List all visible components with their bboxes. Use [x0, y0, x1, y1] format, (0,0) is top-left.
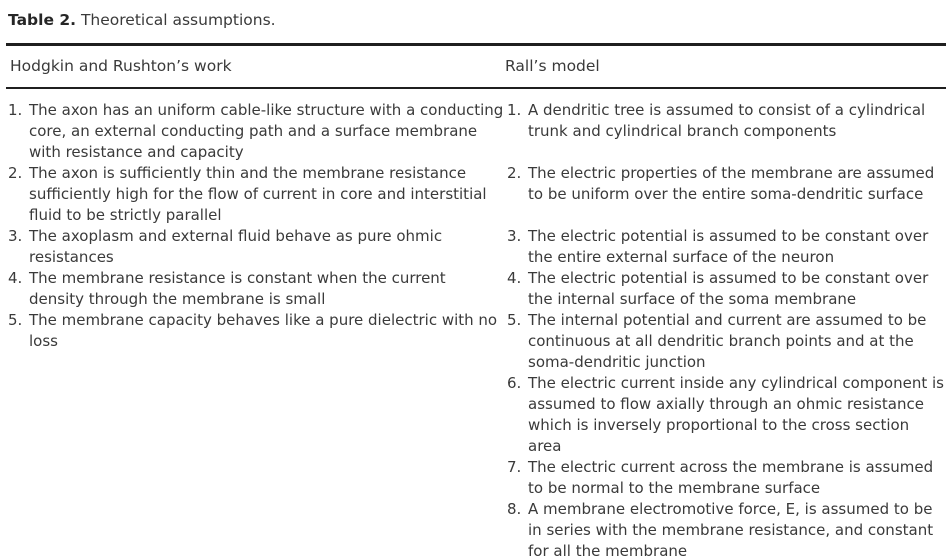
item-text: The internal potential and current are assumed to be continuous at all dendritic branch points and at the soma-dendritic junction — [528, 311, 927, 371]
item-text: The axon is sufficiently thin and the membrane resistance sufficiently high for the flow of current in core and interstitial fluid to be strictly parallel — [29, 164, 487, 224]
assumption-item — [505, 499, 946, 559]
item-number: 3. — [8, 227, 23, 245]
item-number: 3. — [507, 227, 522, 245]
column-header-rall: Rall’s model — [505, 57, 600, 75]
assumption-item — [505, 268, 946, 310]
item-number: 1. — [507, 101, 522, 119]
table-caption-label: Table 2. — [8, 11, 77, 29]
item-text: The electric potential is assumed to be constant over the entire external surface of the neuron — [528, 227, 929, 266]
table-caption-text: Theoretical assumptions. — [80, 11, 276, 29]
table-caption — [6, 0, 946, 43]
assumption-item — [505, 226, 946, 268]
column-header-row — [6, 46, 946, 87]
item-text: The axoplasm and external fluid behave as pure ohmic resistances — [29, 227, 443, 266]
item-number: 8. — [507, 500, 522, 518]
assumption-item — [505, 310, 946, 373]
rall-assumption-list — [505, 100, 946, 559]
column-header-hodgkin-rushton: Hodgkin and Rushton’s work — [10, 57, 232, 75]
item-text: The membrane resistance is constant when the current density through the membrane is small — [29, 269, 446, 308]
assumption-item — [6, 100, 505, 163]
item-text: A dendritic tree is assumed to consist of a cylindrical trunk and cylindrical branch components — [528, 101, 926, 140]
item-text: The membrane capacity behaves like a pure dielectric with no loss — [29, 311, 498, 350]
item-number: 2. — [507, 164, 522, 182]
assumption-item — [505, 457, 946, 499]
item-number: 5. — [507, 311, 522, 329]
item-text: A membrane electromotive force, E, is assumed to be in series with the membrane resistance, and constant for all the membrane — [528, 500, 934, 559]
item-text: The axon has an uniform cable-like structure with a conducting core, an external conducting path and a surface membrane with resistance and capacity — [29, 101, 504, 161]
assumption-item — [505, 163, 946, 205]
assumption-item — [6, 268, 505, 310]
item-number: 1. — [8, 101, 23, 119]
table-body — [6, 89, 946, 559]
assumption-item — [6, 310, 505, 352]
item-number: 2. — [8, 164, 23, 182]
item-number: 5. — [8, 311, 23, 329]
item-number: 4. — [507, 269, 522, 287]
hodgkin-rushton-assumption-list — [6, 100, 505, 559]
assumption-item — [6, 163, 505, 226]
assumption-item — [505, 373, 946, 457]
item-text: The electric properties of the membrane are assumed to be uniform over the entire soma-dendritic surface — [528, 164, 935, 203]
item-number: 6. — [507, 374, 522, 392]
item-text: The electric current inside any cylindrical component is assumed to flow axially through an ohmic resistance which is inversely proportional to the cross section area — [528, 374, 944, 455]
assumption-item — [6, 226, 505, 268]
item-number: 7. — [507, 458, 522, 476]
item-text: The electric potential is assumed to be constant over the internal surface of the soma membrane — [528, 269, 929, 308]
assumption-item — [505, 100, 946, 142]
item-text: The electric current across the membrane is assumed to be normal to the membrane surface — [528, 458, 934, 497]
item-number: 4. — [8, 269, 23, 287]
